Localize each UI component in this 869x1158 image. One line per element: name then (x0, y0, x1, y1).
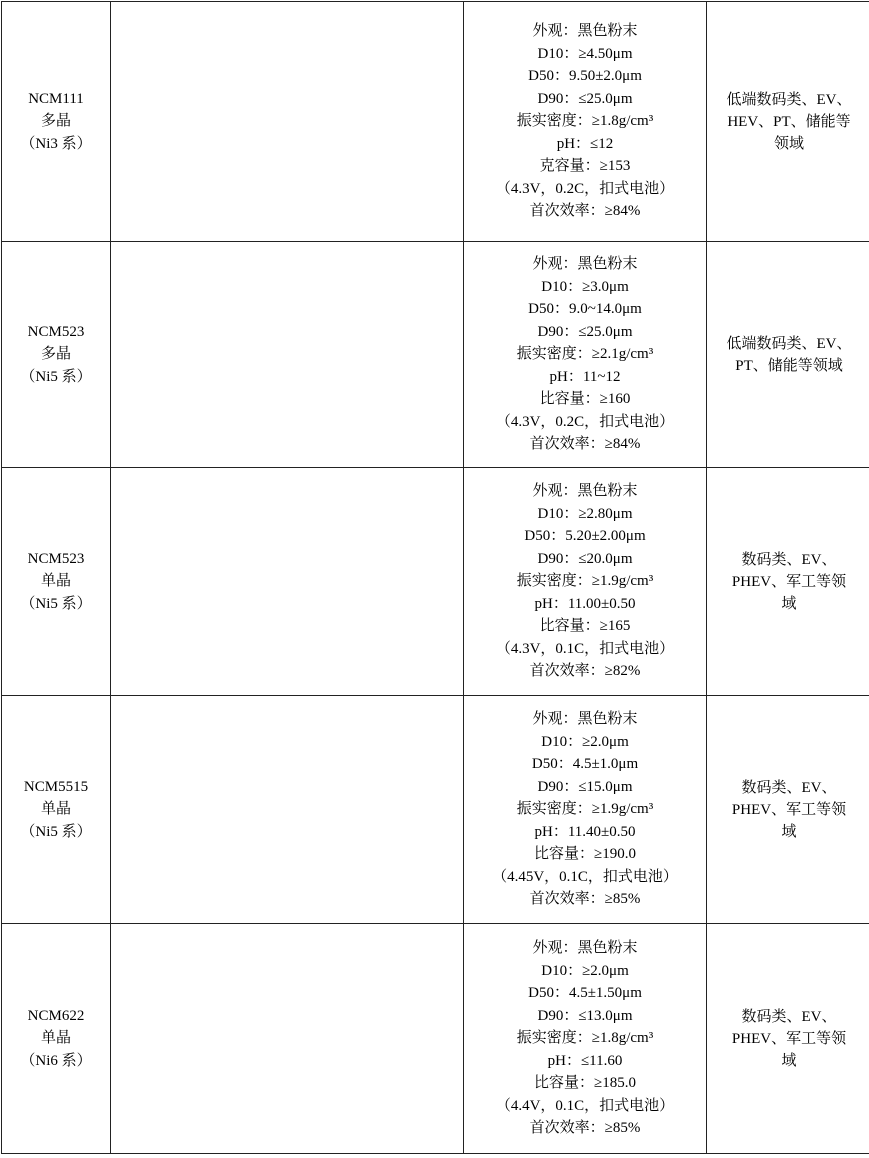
product-name-cell (2, 924, 111, 1154)
spec-cell (464, 2, 707, 242)
application-line: 数码类、EV、 (711, 549, 867, 571)
spec-d50: D50：4.5±1.0μm (464, 753, 706, 776)
application-line: 数码类、EV、 (711, 1006, 867, 1028)
spec-appearance: 外观：黑色粉末 (464, 253, 706, 276)
spec-capacity: 比容量：≥185.0 (464, 1072, 706, 1095)
product-row (2, 242, 869, 468)
crystal-type: 多晶 (2, 343, 110, 366)
spec-first-efficiency: 首次效率：≥85% (464, 888, 706, 911)
application-line: 域 (711, 593, 867, 615)
spec-tap-density: 振实密度：≥1.9g/cm³ (464, 798, 706, 821)
sem-image-cell (111, 2, 464, 242)
spec-d50: D50：9.0~14.0μm (464, 298, 706, 321)
product-model: NCM523 (2, 548, 110, 571)
product-name-cell (2, 468, 111, 696)
spec-cell (464, 242, 707, 468)
spec-capacity: 克容量：≥153 (464, 155, 706, 178)
spec-capacity: 比容量：≥160 (464, 388, 706, 411)
spec-appearance: 外观：黑色粉末 (464, 20, 706, 43)
product-model: NCM523 (2, 321, 110, 344)
crystal-type: 多晶 (2, 110, 110, 133)
spec-test-condition: （4.3V，0.2C，扣式电池） (464, 178, 706, 201)
application-cell (707, 924, 869, 1154)
spec-first-efficiency: 首次效率：≥84% (464, 433, 706, 456)
product-name-cell (2, 242, 111, 468)
spec-tap-density: 振实密度：≥1.8g/cm³ (464, 110, 706, 133)
product-spec-table (1, 1, 869, 1154)
sem-image-cell (111, 242, 464, 468)
spec-appearance: 外观：黑色粉末 (464, 708, 706, 731)
product-row (2, 2, 869, 242)
application-line: 低端数码类、EV、 (711, 333, 867, 355)
spec-d90: D90：≤15.0μm (464, 776, 706, 799)
spec-appearance: 外观：黑色粉末 (464, 937, 706, 960)
sem-image-cell (111, 468, 464, 696)
application-line: 低端数码类、EV、 (711, 89, 867, 111)
crystal-type: 单晶 (2, 1027, 110, 1050)
crystal-type: 单晶 (2, 570, 110, 593)
spec-test-condition: （4.45V，0.1C，扣式电池） (464, 866, 706, 889)
spec-d50: D50：4.5±1.50μm (464, 982, 706, 1005)
nickel-series: （Ni3 系） (2, 133, 110, 156)
application-cell (707, 696, 869, 924)
application-line: 域 (711, 821, 867, 843)
spec-capacity: 比容量：≥165 (464, 615, 706, 638)
nickel-series: （Ni6 系） (2, 1050, 110, 1073)
product-row (2, 696, 869, 924)
nickel-series: （Ni5 系） (2, 593, 110, 616)
spec-tap-density: 振实密度：≥2.1g/cm³ (464, 343, 706, 366)
spec-first-efficiency: 首次效率：≥84% (464, 200, 706, 223)
spec-tap-density: 振实密度：≥1.8g/cm³ (464, 1027, 706, 1050)
application-line: PHEV、军工等领 (711, 799, 867, 821)
spec-d10: D10：≥2.0μm (464, 731, 706, 754)
spec-ph: pH：11.00±0.50 (464, 593, 706, 616)
spec-test-condition: （4.3V，0.1C，扣式电池） (464, 638, 706, 661)
spec-d90: D90：≤25.0μm (464, 88, 706, 111)
spec-d90: D90：≤13.0μm (464, 1005, 706, 1028)
spec-ph: pH：11~12 (464, 366, 706, 389)
spec-d50: D50：9.50±2.0μm (464, 65, 706, 88)
sem-image-cell (111, 696, 464, 924)
spec-cell (464, 924, 707, 1154)
spec-test-condition: （4.4V，0.1C，扣式电池） (464, 1095, 706, 1118)
product-model: NCM622 (2, 1005, 110, 1028)
application-cell (707, 242, 869, 468)
spec-first-efficiency: 首次效率：≥82% (464, 660, 706, 683)
spec-d10: D10：≥3.0μm (464, 276, 706, 299)
spec-d10: D10：≥4.50μm (464, 43, 706, 66)
application-line: PHEV、军工等领 (711, 571, 867, 593)
application-line: PT、储能等领域 (711, 355, 867, 377)
spec-tap-density: 振实密度：≥1.9g/cm³ (464, 570, 706, 593)
product-model: NCM5515 (2, 776, 110, 799)
spec-d10: D10：≥2.80μm (464, 503, 706, 526)
application-line: HEV、PT、储能等 (711, 111, 867, 133)
sem-image-cell (111, 924, 464, 1154)
application-cell (707, 2, 869, 242)
product-name-cell (2, 696, 111, 924)
product-name-cell (2, 2, 111, 242)
product-row (2, 468, 869, 696)
spec-d50: D50：5.20±2.00μm (464, 525, 706, 548)
application-line: 领域 (711, 133, 867, 155)
spec-cell (464, 468, 707, 696)
nickel-series: （Ni5 系） (2, 366, 110, 389)
product-row (2, 924, 869, 1154)
nickel-series: （Ni5 系） (2, 821, 110, 844)
spec-d10: D10：≥2.0μm (464, 960, 706, 983)
application-line: PHEV、军工等领 (711, 1028, 867, 1050)
application-cell (707, 468, 869, 696)
spec-d90: D90：≤20.0μm (464, 548, 706, 571)
crystal-type: 单晶 (2, 798, 110, 821)
application-line: 数码类、EV、 (711, 777, 867, 799)
spec-ph: pH：≤12 (464, 133, 706, 156)
spec-test-condition: （4.3V，0.2C，扣式电池） (464, 411, 706, 434)
spec-appearance: 外观：黑色粉末 (464, 480, 706, 503)
product-model: NCM111 (2, 88, 110, 111)
application-line: 域 (711, 1050, 867, 1072)
spec-d90: D90：≤25.0μm (464, 321, 706, 344)
spec-ph: pH：11.40±0.50 (464, 821, 706, 844)
spec-ph: pH：≤11.60 (464, 1050, 706, 1073)
spec-cell (464, 696, 707, 924)
spec-capacity: 比容量：≥190.0 (464, 843, 706, 866)
spec-first-efficiency: 首次效率：≥85% (464, 1117, 706, 1140)
